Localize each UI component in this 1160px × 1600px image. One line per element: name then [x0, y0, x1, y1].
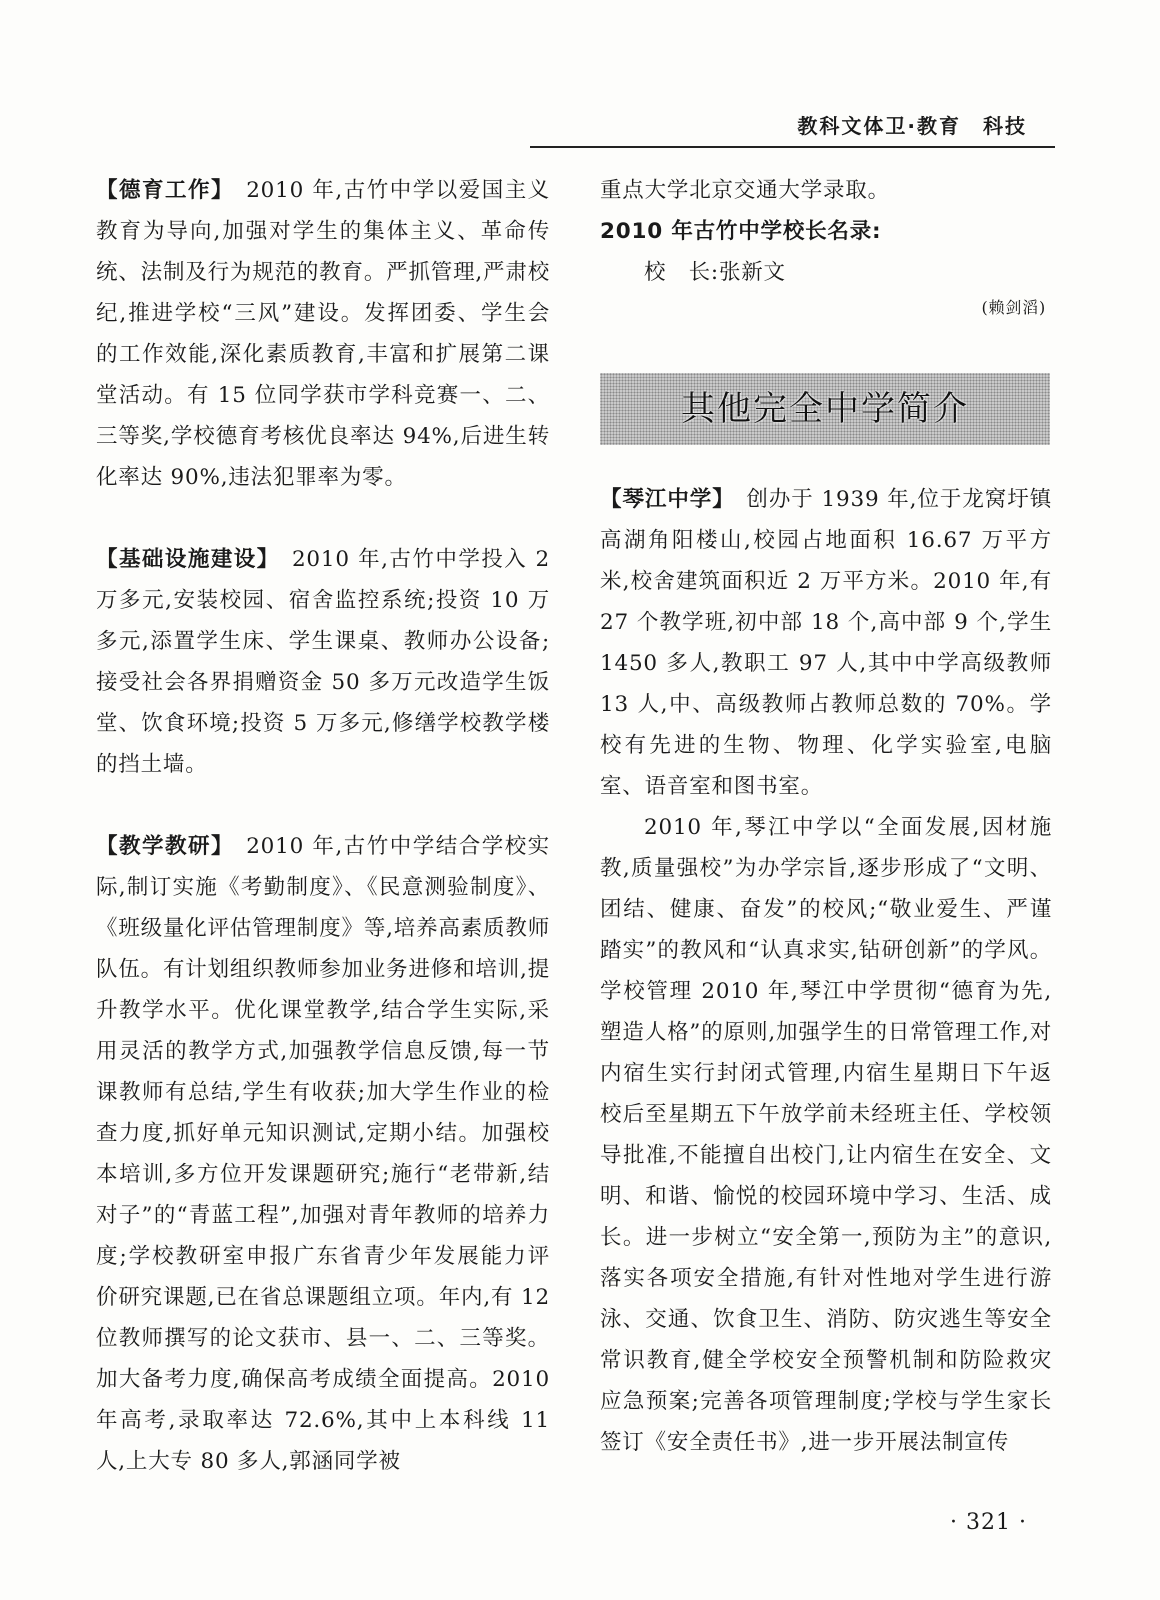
teaching-research-tag: 【教学教研】: [96, 834, 224, 859]
section-title: 教科文体卫·教育 科技: [797, 114, 1027, 138]
teaching-research-body: 2010 年,古竹中学结合学校实际,制订实施《考勤制度》、《民意测验制度》、《班级量化评估管理制度》等,培养高素质教师队伍。有计划组织教师参加业务进修和培训,提升教学水平。优化课堂教学,结合学生实际,采用灵活的教学方式,加强教学信息反馈,每一节课教师有总结,学生有收获;加大学生作业的检查力度,抓好单元知识测试,定期小结。加强校本培训,多方位开发课题研究;施行“老带新,结对子”的“青蓝工程”,加强对青年教师的培养力度;学校教研室申报广东省青少年发展能力评价研究课题,已在省总课题组立项。年内,有 12 位教师撰写的论文获市、县一、二、三等奖。加大备考力度,确保高考成绩全面提高。2010 年高考,录取率达 72.6%,其中上本科线 11 人,上大专 80 多人,郭涵同学被: [96, 834, 550, 1474]
qinjiang-intro-paragraph: [600, 479, 1052, 807]
right-column: [600, 170, 1052, 1463]
moral-education-paragraph: [96, 170, 550, 498]
continuation-text: 重点大学北京交通大学录取。: [600, 178, 890, 203]
page-number: · 321 ·: [950, 1510, 1027, 1535]
banner-title: 其他完全中学简介: [681, 388, 969, 429]
principal-heading: 2010 年古竹中学校长名录:: [600, 219, 882, 244]
moral-education-tag: 【德育工作】: [96, 178, 224, 203]
section-banner: [600, 373, 1050, 445]
author-credit: (赖剑滔): [981, 298, 1046, 317]
principal-line: 校 长:张新文: [644, 260, 786, 285]
left-column: [96, 170, 550, 1482]
infrastructure-body: 2010 年,古竹中学投入 2 万多元,安装校园、宿舍监控系统;投资 10 万多元,添置学生床、学生课桌、教师办公设备;接受社会各界捐赠资金 50 多万元改造学生饭堂、饮食环境;投资 5 万多元,修缮学校教学楼的挡土墙。: [96, 547, 551, 777]
moral-education-body: 2010 年,古竹中学以爱国主义教育为导向,加强对学生的集体主义、革命传统、法制及行为规范的教育。严抓管理,严肃校纪,推进学校“三风”建设。发挥团委、学生会的工作效能,深化素质教育,丰富和扩展第二课堂活动。有 15 位同学获市学科竞赛一、二、三等奖,学校德育考核优良率达 94%,后进生转化率达 90%,违法犯罪率为零。: [96, 178, 550, 490]
qinjiang-tag: 【琴江中学】: [600, 487, 724, 512]
qinjiang-paragraph-2: 2010 年,琴江中学以“全面发展,因材施教,质量强校”为办学宗旨,逐步形成了“文明、团结、健康、奋发”的校风;“敬业爱生、严谨踏实”的教风和“认真求实,钻研创新”的学风。学校管理 2010 年,琴江中学贯彻“德育为先,塑造人格”的原则,加强学生的日常管理工作,对内宿生实行封闭式管理,内宿生星期日下午返校后至星期五下午放学前未经班主任、学校领导批准,不能擅自出校门,让内宿生在安全、文明、和谐、愉悦的校园环境中学习、生活、成长。进一步树立“安全第一,预防为主”的意识,落实各项安全措施,有针对性地对学生进行游泳、交通、饮食卫生、消防、防灾逃生等安全常识教育,健全学校安全预警机制和防险救灾应急预案;完善各项管理制度;学校与学生家长签订《安全责任书》,进一步开展法制宣传: [600, 815, 1052, 1455]
infrastructure-tag: 【基础设施建设】: [96, 547, 269, 572]
infrastructure-paragraph: [96, 539, 550, 785]
teaching-research-paragraph: [96, 826, 550, 1482]
running-header: [530, 104, 1055, 148]
qinjiang-intro-body: 创办于 1939 年,位于龙窝圩镇高湖角阳楼山,校园占地面积 16.67 万平方米,校舍建筑面积近 2 万平方米。2010 年,有 27 个教学班,初中部 18 个,高中部 9 个,学生 1450 多人,教职工 97 人,其中中学高级教师 13 人,中、高级教师占教师总数的 70%。学校有先进的生物、物理、化学实验室,电脑室、语音室和图书室。: [600, 487, 1052, 799]
